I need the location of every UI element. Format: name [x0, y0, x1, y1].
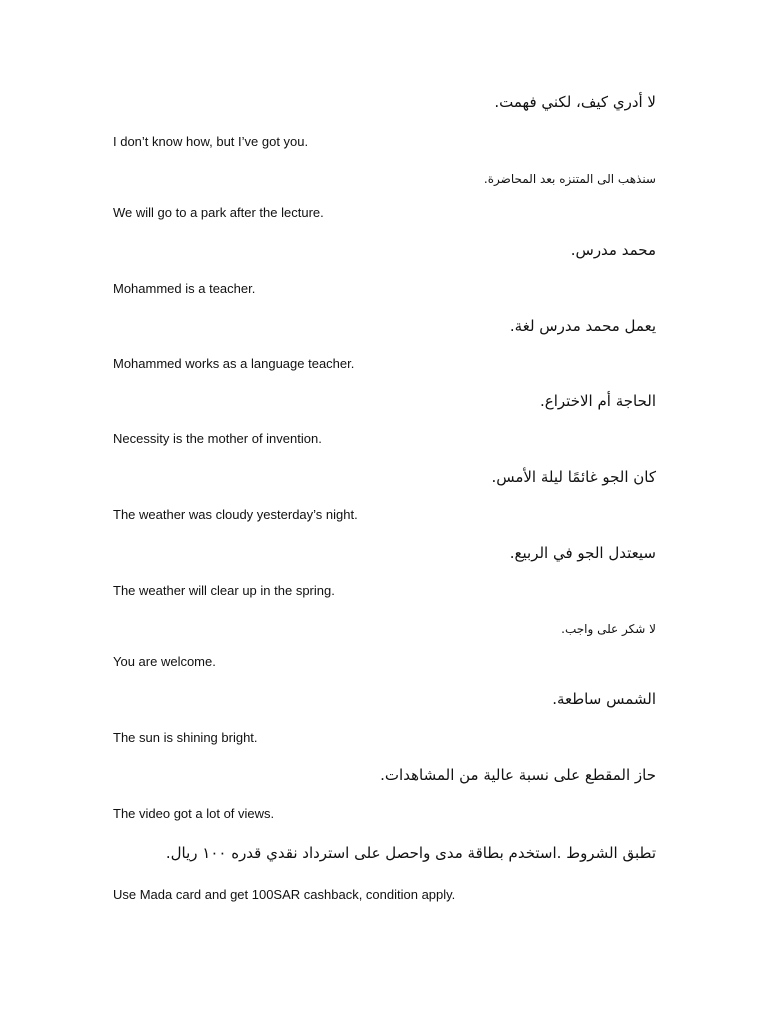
- arabic-sentence-8: لا شكر على واجب.: [561, 622, 656, 636]
- english-sentence-4: Mohammed works as a language teacher.: [113, 356, 355, 371]
- arabic-sentence-6: كان الجو غائمًا ليلة الأمس.: [491, 468, 656, 486]
- arabic-sentence-7: سيعتدل الجو في الربيع.: [509, 544, 656, 562]
- arabic-sentence-1: لا أدري كيف، لكني فهمت.: [494, 93, 656, 111]
- arabic-sentence-11: تطبق الشروط .استخدم بطاقة مدى واحصل على استرداد نقدي قدره ١٠٠ ريال.: [165, 844, 656, 862]
- english-sentence-9: The sun is shining bright.: [113, 730, 258, 745]
- arabic-sentence-2: سنذهب الى المتنزه بعد المحاضرة.: [483, 172, 656, 186]
- english-sentence-11: Use Mada card and get 100SAR cashback, condition apply.: [113, 887, 456, 902]
- english-sentence-3: Mohammed is a teacher.: [113, 281, 256, 296]
- arabic-sentence-3: محمد مدرس.: [570, 241, 656, 259]
- english-sentence-10: The video got a lot of views.: [113, 806, 275, 821]
- english-sentence-6: The weather was cloudy yesterday’s night.: [113, 507, 358, 522]
- arabic-sentence-4: يعمل محمد مدرس لغة.: [509, 317, 656, 335]
- english-sentence-5: Necessity is the mother of invention.: [113, 431, 322, 446]
- english-sentence-1: I don’t know how, but I’ve got you.: [113, 134, 309, 149]
- arabic-sentence-5: الحاجة أم الاختراع.: [540, 392, 656, 410]
- arabic-sentence-9: الشمس ساطعة.: [552, 690, 656, 708]
- arabic-sentence-10: حاز المقطع على نسبة عالية من المشاهدات.: [380, 766, 656, 784]
- english-sentence-2: We will go to a park after the lecture.: [113, 205, 324, 220]
- english-sentence-7: The weather will clear up in the spring.: [113, 583, 335, 598]
- english-sentence-8: You are welcome.: [113, 654, 216, 669]
